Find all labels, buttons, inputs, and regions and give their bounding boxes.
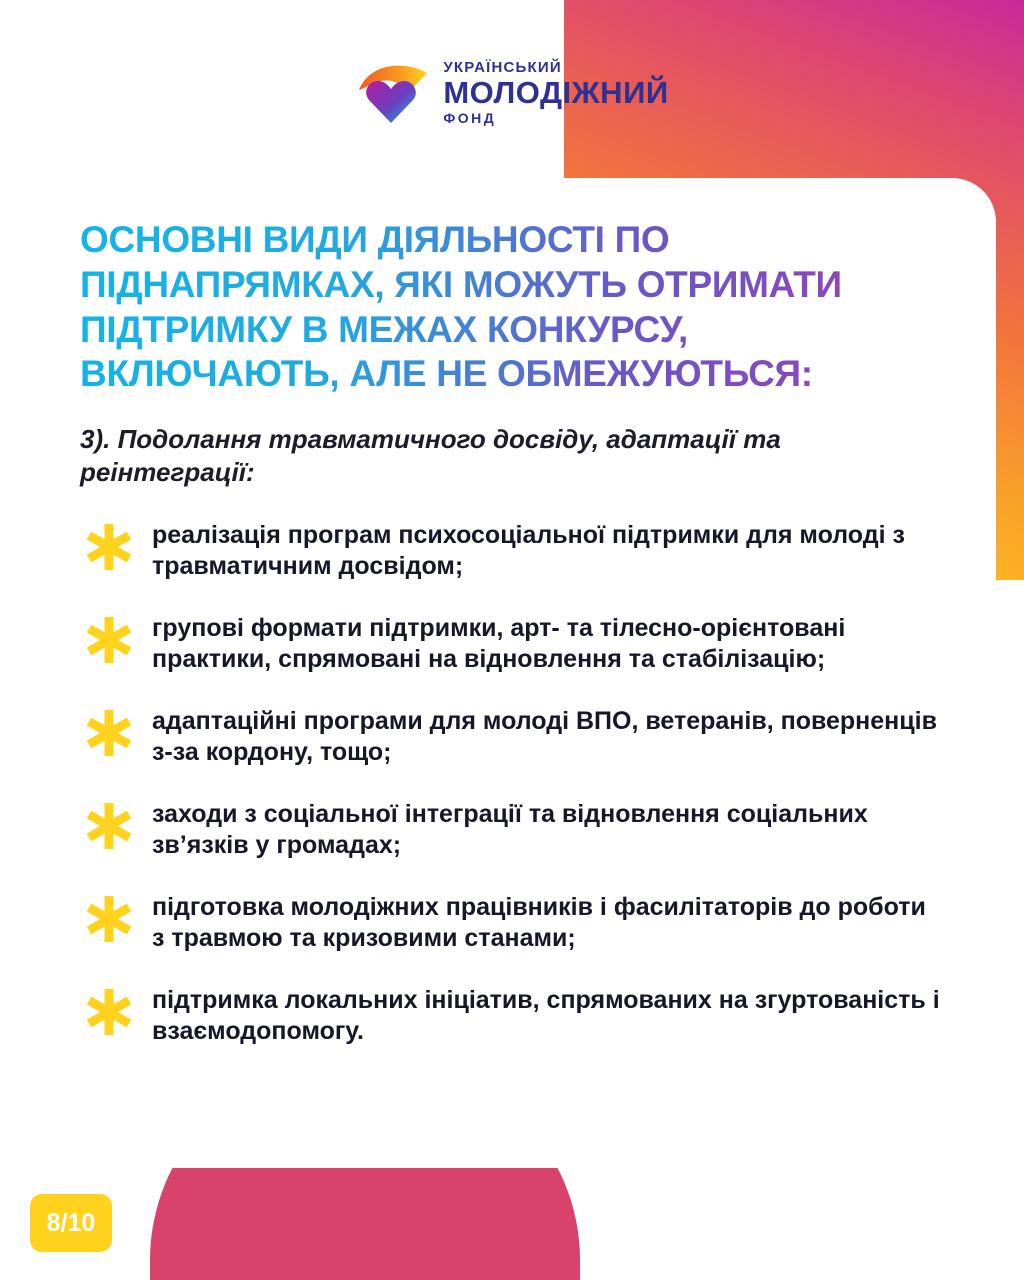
list-item-text: групові формати підтримки, арт- та тілесно-орієнтовані практики, спрямовані на відновлення та стабілізацію;	[152, 613, 846, 674]
asterisk-icon	[80, 611, 138, 669]
list-item-text: підготовка молодіжних працівників і фасилітаторів до роботи з травмою та кризовими станами;	[152, 892, 926, 953]
asterisk-icon	[80, 518, 138, 576]
asterisk-icon	[80, 890, 138, 948]
brand-logo-text	[443, 60, 668, 125]
asterisk-icon	[80, 704, 138, 762]
list-item-text: реалізація програм психосоціальної підтримки для молоді з травматичним досвідом;	[152, 520, 905, 581]
asterisk-icon	[80, 983, 138, 1041]
page-indicator-badge	[30, 1194, 112, 1252]
page-title: ОСНОВНІ ВИДИ ДІЯЛЬНОСТІ ПО ПІДНАПРЯМКАХ, ЯКІ МОЖУТЬ ОТРИМАТИ ПІДТРИМКУ В МЕЖАХ КОНКУРСУ, ВКЛЮЧАЮТЬ, АЛЕ НЕ ОБМЕЖУЮТЬСЯ:	[80, 218, 944, 397]
asterisk-icon	[80, 797, 138, 855]
list-item-text: заходи з соціальної інтеграції та відновлення соціальних зв’язків у громадах;	[152, 799, 868, 860]
brand-logo-line3: ФОНД	[443, 109, 497, 126]
section-subtitle: 3). Подолання травматичного досвіду, адаптації та реінтеграції:	[80, 424, 781, 488]
heart-swoosh-logo-icon	[355, 54, 431, 130]
list-item	[80, 795, 944, 862]
brand-logo	[0, 42, 1024, 142]
content-card	[28, 178, 996, 1168]
decorative-bottom-strip	[0, 1270, 1024, 1280]
brand-logo-line1: УКРАЇНСЬКИЙ	[443, 58, 562, 76]
page-indicator-text: 8/10	[46, 1208, 96, 1237]
list-item	[80, 888, 944, 955]
brand-logo-line2: МОЛОДІЖНИЙ	[443, 74, 669, 110]
list-item	[80, 609, 944, 676]
list-item-text: підтримка локальних ініціатив, спрямованих на згуртованість і взаємодопомогу.	[152, 985, 940, 1046]
list-item	[80, 702, 944, 769]
list-item	[80, 981, 944, 1048]
list-item	[80, 516, 944, 583]
bullet-list	[80, 516, 944, 1048]
list-item-text: адаптаційні програми для молоді ВПО, ветеранів, поверненців з-за кордону, тощо;	[152, 706, 937, 767]
